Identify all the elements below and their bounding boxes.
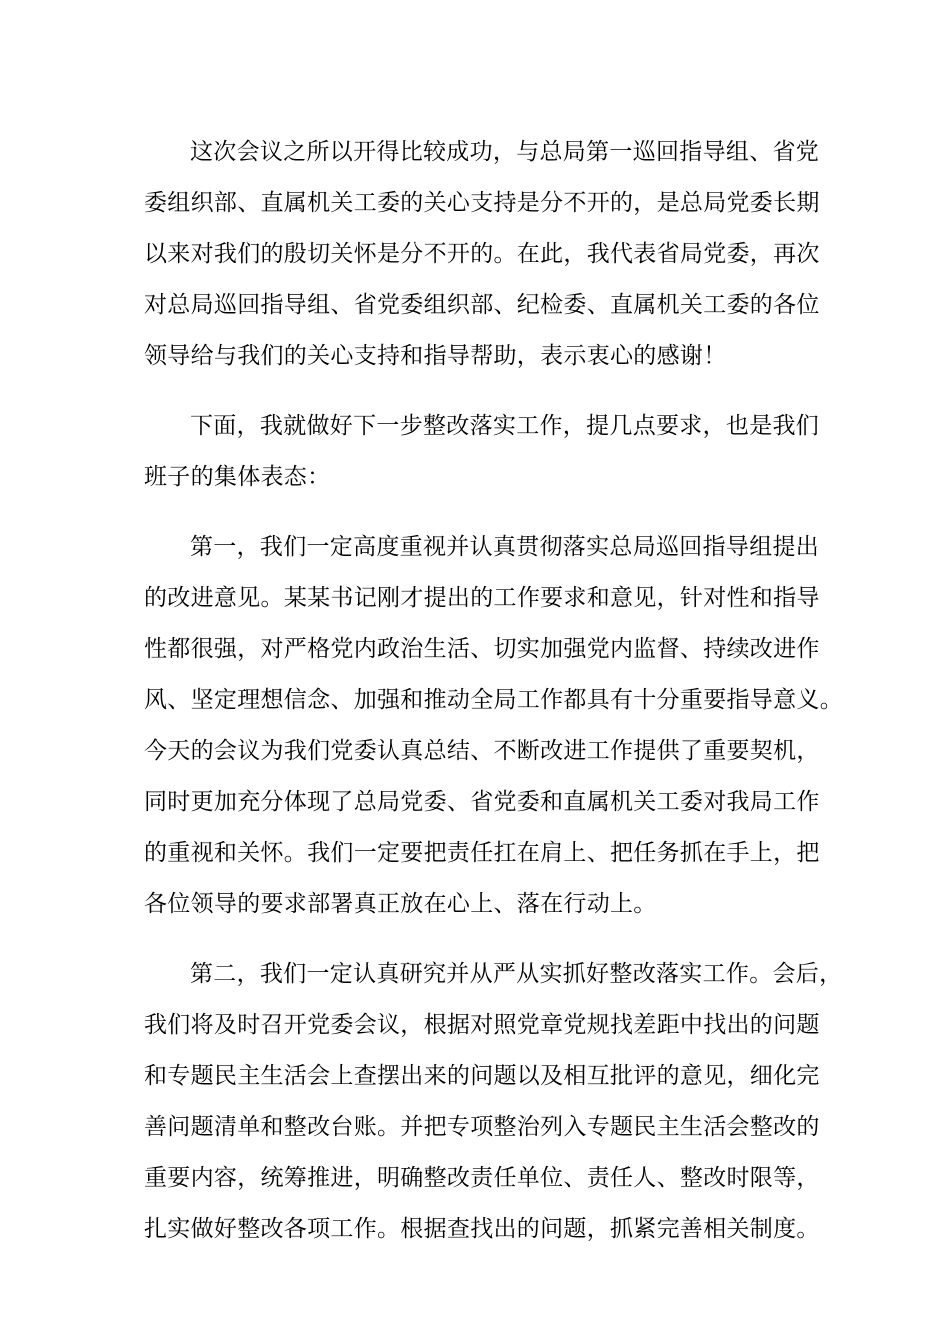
paragraph-first-point	[144, 522, 843, 930]
name-placeholder: 某某	[283, 585, 331, 611]
text-line: 善问题清单和整改台账。并把专项整治列入专题民主生活会整改的	[144, 1114, 820, 1140]
text-line: 委组织部、直属机关工委的关心支持是分不开的，是总局党委长期	[144, 190, 820, 216]
text-line: 以来对我们的殷切关怀是分不开的。在此，我代表省局党委，再次	[144, 241, 820, 267]
text-line	[144, 573, 820, 624]
text-segment: 的改进意见。	[144, 585, 284, 611]
paragraph-second-point	[144, 949, 843, 1255]
text-line: 和专题民主生活会上查摆出来的问题以及相互批评的意见，细化完	[144, 1063, 820, 1089]
text-line: 扎实做好整改各项工作。根据查找出的问题，抓紧完善相关制度。	[144, 1216, 820, 1242]
text-line: 第二，我们一定认真研究并从严从实抓好整改落实工作。会后，	[190, 961, 843, 987]
text-line: 下面，我就做好下一步整改落实工作，提几点要求，也是我们	[190, 413, 820, 439]
text-line: 我们将及时召开党委会议，根据对照党章党规找差距中找出的问题	[144, 1012, 820, 1038]
text-line: 风、坚定理想信念、加强和推动全局工作都具有十分重要指导意义。	[144, 687, 843, 713]
text-line: 对总局巡回指导组、省党委组织部、纪检委、直属机关工委的各位	[144, 292, 820, 318]
text-line: 性都很强，对严格党内政治生活、切实加强党内监督、持续改进作	[144, 636, 820, 662]
text-line: 这次会议之所以开得比较成功，与总局第一巡回指导组、省党	[190, 139, 820, 165]
text-line: 重要内容，统筹推进，明确整改责任单位、责任人、整改时限等，	[144, 1165, 820, 1191]
text-line: 领导给与我们的关心支持和指导帮助，表示衷心的感谢！	[144, 343, 727, 369]
text-line: 同时更加充分体现了总局党委、省党委和直属机关工委对我局工作	[144, 789, 820, 815]
text-line: 班子的集体表态：	[144, 464, 331, 490]
text-segment: 书记刚才提出的工作要求和意见，针对性和指导	[330, 585, 820, 611]
paragraph-intro	[144, 401, 820, 503]
paragraph-thanks	[144, 127, 820, 382]
text-line: 各位领导的要求部署真正放在心上、落在行动上。	[144, 891, 657, 917]
text-line: 的重视和关怀。我们一定要把责任扛在肩上、把任务抓在手上，把	[144, 840, 820, 866]
document-body	[144, 127, 843, 1274]
text-line: 今天的会议为我们党委认真总结、不断改进工作提供了重要契机，	[144, 738, 820, 764]
text-line: 第一，我们一定高度重视并认真贯彻落实总局巡回指导组提出	[190, 534, 820, 560]
